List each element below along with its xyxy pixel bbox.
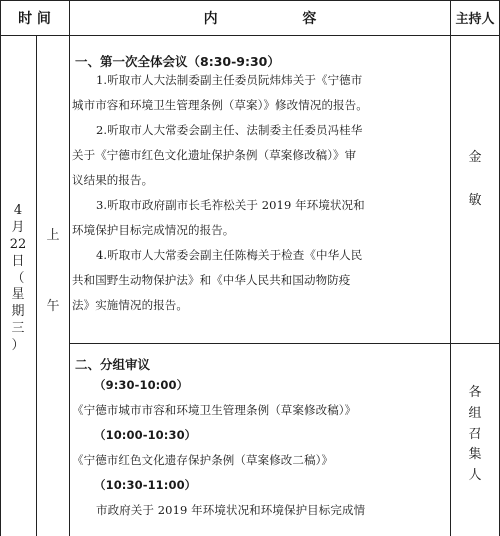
agenda-item: 《宁德市城市市容和环境卫生管理条例（草案修改稿）》 [72,403,357,417]
agenda-item: 《宁德市红色文化遗存保护条例（草案修改二稿）》 [72,453,334,467]
host-char: 金 [468,150,482,165]
date-char: 22 [9,236,27,252]
list-item-line: 议结果的报告。 [72,173,154,187]
session-divider [69,343,500,344]
agenda-item: 市政府关于 2019 年环境状况和环境保护目标完成情 [96,503,366,517]
date-char: 4 [13,203,23,218]
date-char: 日 [11,253,25,269]
time-slot: （10:00-10:30） [94,428,197,442]
list-item-line: 共和国野生动物保护法》和《中华人民共和国动物防疫 [72,273,351,287]
session2-title: 二、分组审议 [75,357,151,372]
header-time: 时 间 [18,10,51,27]
host-char: 各 [468,385,482,400]
list-item-line: 环境保护目标完成情况的报告。 [72,223,235,237]
host-char: 组 [468,405,482,421]
host-char: 集 [468,447,482,463]
session1-title: 一、第一次全体会议（8:30-9:30） [75,54,280,69]
date-char: 星 [11,287,25,303]
host-char: 人 [468,468,482,484]
session2-lines [72,373,450,523]
date-char: 三 [11,321,25,337]
host-char: 敏 [468,192,482,208]
header-bottom-border [0,35,500,36]
list-item-line: 关于《宁德市红色文化遗址保护条例（草案修改稿）》审 [72,148,357,162]
time-slot: （10:30-11:00） [94,478,197,492]
list-item-line: 1.听取市人大法制委副主任委员阮炜炜关于《宁德市 [96,73,363,87]
time-content-divider [69,0,70,536]
header-content: 内 容 [203,10,357,27]
period-char: 午 [46,298,60,314]
list-item-line: 2.听取市人大常委会副主任、法制委主任委员冯桂华 [96,123,363,137]
date-char: ） [11,338,25,354]
list-item-line: 城市市容和环境卫生管理条例（草案）》修改情况的报告。 [72,98,368,112]
period-label [37,228,69,316]
time-slot: （9:30-10:00） [94,378,189,392]
header-host: 主持人 [455,12,495,27]
date-char: （ [11,270,25,286]
date-label [0,203,36,355]
list-item-line: 3.听取市政府副市长毛祚松关于 2019 年环境状况和 [96,198,365,212]
session1-host [451,150,499,210]
session2-host [451,383,499,487]
host-char: 召 [468,426,482,442]
session1-items [72,68,450,318]
list-item-line: 4.听取市人大常委会副主任陈梅关于检查《中华人民 [96,248,363,262]
list-item-line: 法》实施情况的报告。 [72,298,188,312]
date-char: 期 [11,304,25,320]
period-char: 上 [46,228,60,243]
date-char: 月 [11,219,25,235]
